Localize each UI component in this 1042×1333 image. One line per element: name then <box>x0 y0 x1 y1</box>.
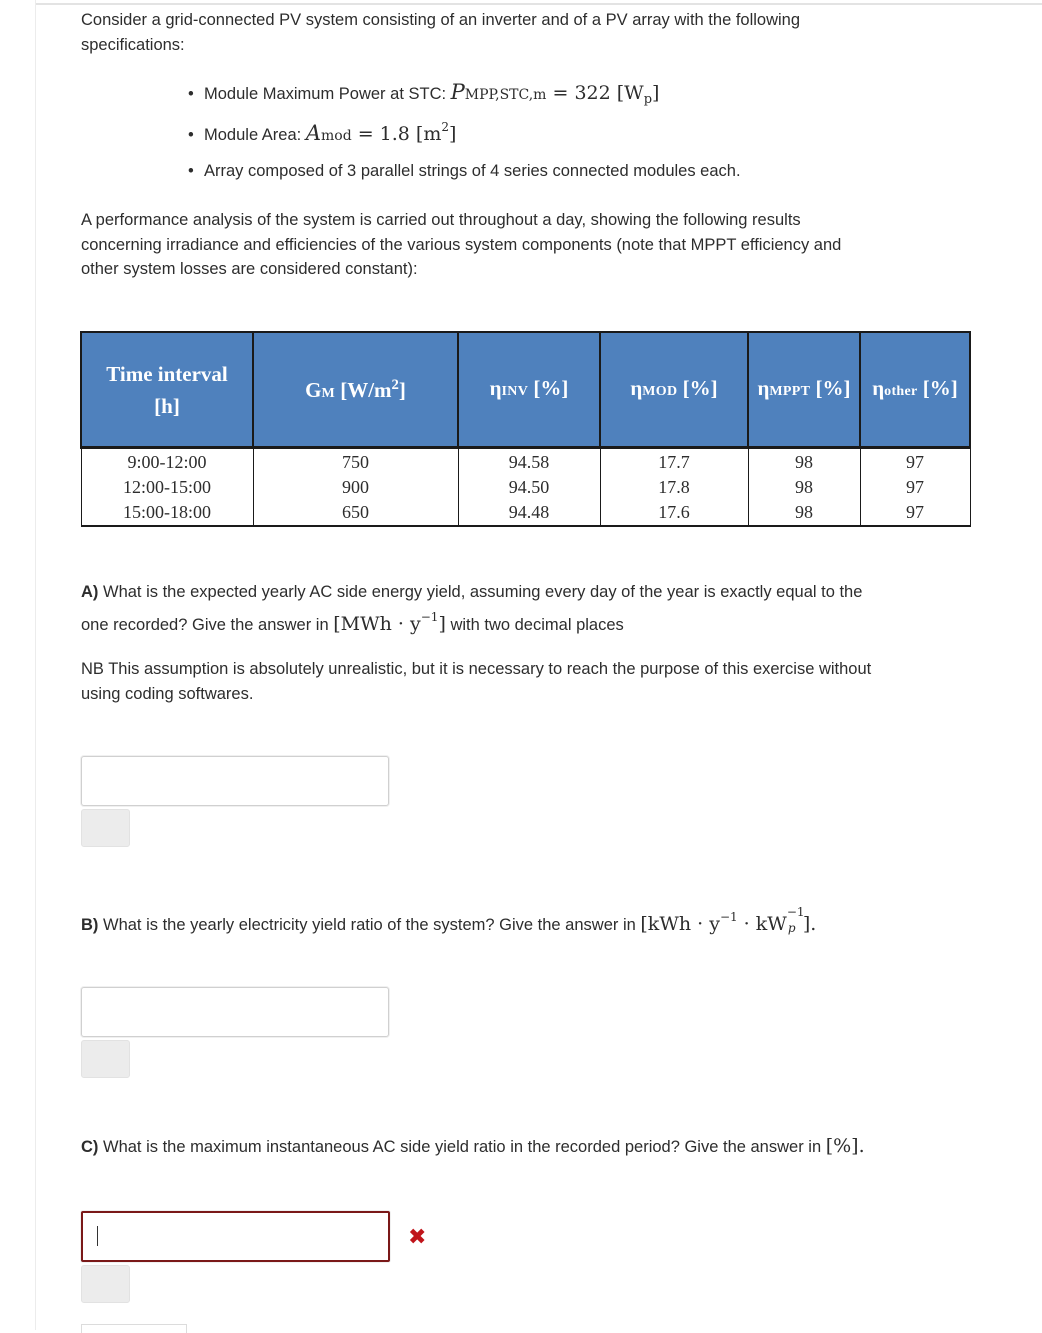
note-text: NB This assumption is absolutely unrealistic, but it is necessary to reach the purpose of this exercise without using coding softwares. <box>81 660 872 703</box>
intro-line-1: Consider a grid-connected PV system consisting of an inverter and of a PV array with the following <box>81 11 801 29</box>
intro-line-2: specifications: <box>81 35 185 54</box>
spec-item-power: • Module Maximum Power at STC: PMPP,STC,m = 322 $[W_p]$ <box>188 80 660 107</box>
question-a: A) What is the expected yearly AC side energy yield, assuming every day of the year is exactly equal to the one recorded? Give the answer in $[MWh \cdot y^{-1}]$ with two decimal places <box>81 583 863 635</box>
top-divider <box>36 3 1042 5</box>
answer-a-check-button[interactable] <box>81 809 130 847</box>
header-time: Time interval [h] <box>81 332 253 448</box>
spec-item-area: • Module Area: Amod = 1.8 $[m^2]$ <box>188 120 457 145</box>
answer-c-check-button[interactable] <box>81 1265 130 1303</box>
unit-kwp-scripts: −1 p <box>786 905 805 935</box>
performance-table <box>80 331 971 527</box>
analysis-text: A performance analysis of the system is carried out throughout a day, showing the following results concerning irradiance and efficiencies of the various system components (note that MPPT efficiency and other system losses are considered constant): <box>81 211 842 278</box>
header-eta-mod: ηMOD [%] <box>600 332 748 448</box>
table-row: 12:00-15:00 900 94.50 17.8 98 97 <box>81 475 970 500</box>
header-irradiance: GM $[W/m^2]$ <box>253 332 458 448</box>
next-section-stub <box>81 1324 187 1333</box>
text-cursor <box>97 1226 98 1246</box>
table-header-row <box>81 332 970 448</box>
question-b: B) What is the yearly electricity yield ratio of the system? Give the answer in [$kWh \cdot y^{-1}$ · kW −1 p ]. <box>81 905 817 935</box>
answer-b-check-button[interactable] <box>81 1040 130 1078</box>
answer-a-input[interactable] <box>81 756 389 806</box>
spec-item-array: • Array composed of 3 parallel strings of 4 series connected modules each. <box>188 162 741 180</box>
table-row: 15:00-18:00 650 94.48 17.6 98 97 <box>81 500 970 526</box>
answer-b-input[interactable] <box>81 987 389 1037</box>
intro-text <box>81 8 800 57</box>
incorrect-icon: ✖ <box>408 1224 427 1249</box>
header-eta-mppt: ηMPPT [%] <box>748 332 860 448</box>
left-divider <box>35 0 36 1330</box>
answer-c-input[interactable] <box>81 1211 390 1262</box>
question-c: C) What is the maximum instantaneous AC side yield ratio in the recorded period? Give the answer in [%]. <box>81 1135 865 1157</box>
header-eta-other: ηother [%] <box>860 332 970 448</box>
header-eta-inv: ηINV [%] <box>458 332 600 448</box>
table-row: 9:00-12:00 750 94.58 17.7 98 97 <box>81 448 970 476</box>
